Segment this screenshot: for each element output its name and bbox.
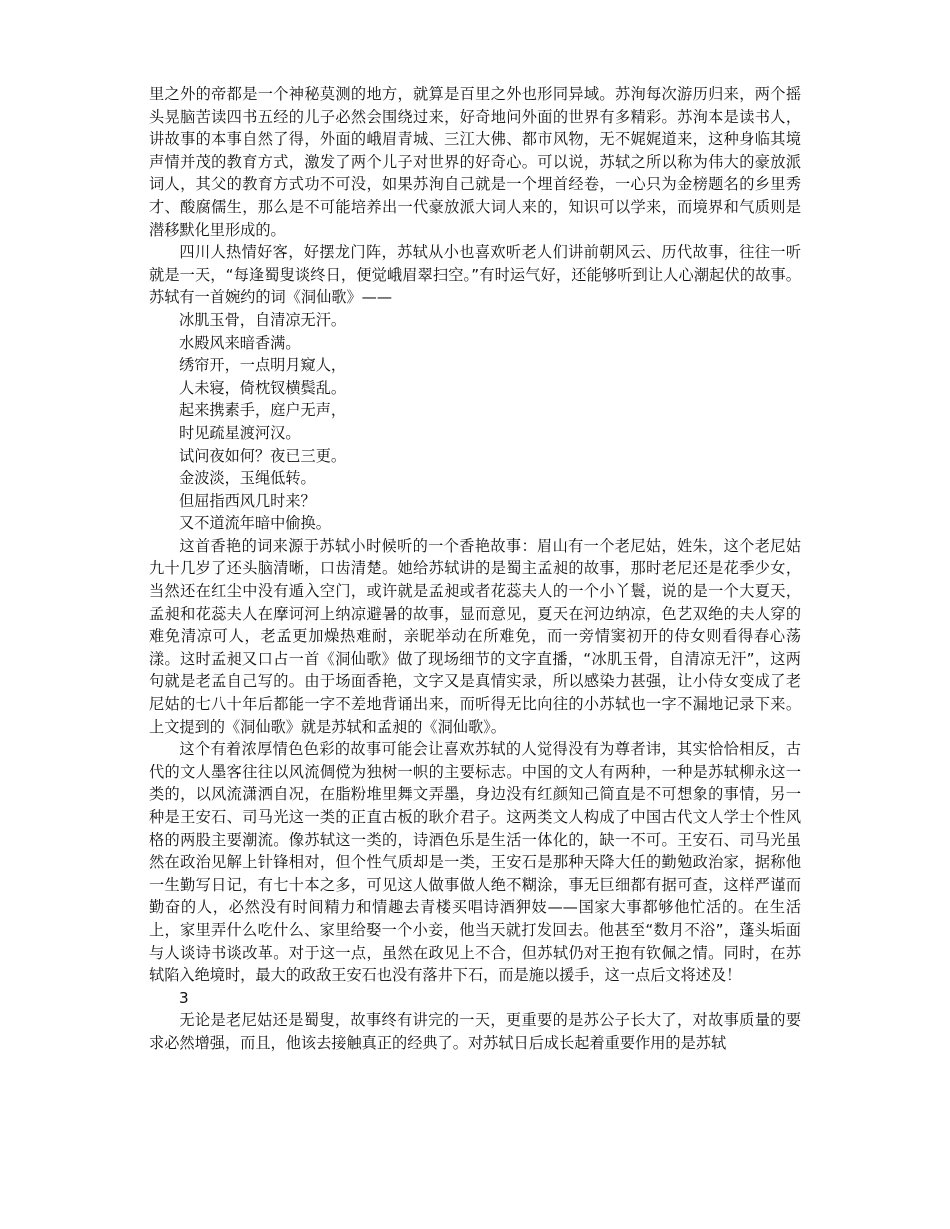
paragraph-classics: 无论是老尼姑还是蜀叟，故事终有讲完的一天，更重要的是苏公子长大了，对故事质量的要求必然增强，而且，他该去接触真正的经典了。对苏轼日后成长起着重要作用的是苏轼 — [149, 1011, 801, 1052]
section-number: 3 — [179, 988, 189, 1007]
paragraph-two-literati: 这个有着浓厚情色色彩的故事可能会让喜欢苏轼的人觉得没有为尊者讳，其实恰恰相反，古代的文人墨客往往以风流倜傥为独树一帜的主要标志。中国的文人有两种，一种是苏轼柳永这一类的，以风流潇洒自况，在脂粉堆里舞文弄墨，身边没有红颜知己简直是不可想象的事情，另一种是王安石、司马光这一类的正直古板的耿介君子。这两类文人构成了中国古代文人学士个性风格的两股主要潮流。像苏轼这一类的，诗酒色乐是生活一体化的，缺一不可。王安石、司马光虽然在政治见解上针锋相对，但个性气质却是一类，王安石是那种天降大任的勤勉政治家，据称他一生勤写日记，有七十本之多，可见这人做事做人绝不糊涂，事无巨细都有据可查，这样严谨而勤奋的人，必然没有时间精力和情趣去青楼买唱诗酒狎妓——国家大事都够他忙活的。在生活上，家里弄什么吃什么、家里给娶一个小妾，他当天就打发回去。他甚至“数月不浴”，蓬头垢面与人谈诗书谈改革。对于这一点，虽然在政见上不合，但苏轼仍对王抱有钦佩之情。同时，在苏轼陷入绝境时，最大的政敌王安石也没有落井下石，而是施以援手，这一点后文将述及！ — [149, 740, 801, 985]
poem-line: 绣帘开，一点明月窥人， — [179, 356, 347, 375]
poem-line: 金波淡，玉绳低转。 — [179, 469, 316, 488]
paragraph-nun-story: 这首香艳的词来源于苏轼小时候听的一个香艳故事：眉山有一个老尼姑，姓朱，这个老尼姑九十几岁了还头脑清晰，口齿清楚。她给苏轼讲的是蜀主孟昶的故事，那时老尼还是花季少女，当然还在红尘中没有遁入空门，或许就是孟昶或者花蕊夫人的一个小丫鬟，说的是一个大夏天，孟昶和花蕊夫人在摩诃河上纳凉避暑的故事，显而意见，夏天在河边纳凉，色艺双绝的夫人穿的难免清凉可人，老孟更加燥热难耐，亲昵举动在所难免，而一旁情窦初开的侍女则看得春心荡漾。这时孟昶又口占一首《洞仙歌》做了现场细节的文字直播，“冰肌玉骨，自清凉无汗”，这两句就是老孟自己写的。由于场面香艳，文字又是真情实录，所以感染力甚强，让小侍女变成了老尼姑的七八十年后都能一字不差地背诵出来，而听得无比向往的小苏轼也一字不漏地记录下来。上文提到的《洞仙歌》就是苏轼和孟昶的《洞仙歌》。 — [149, 536, 801, 736]
paragraph-storytelling: 四川人热情好客，好摆龙门阵，苏轼从小也喜欢听老人们讲前朝风云、历代故事，往往一听就是一天，“每逢蜀叟谈终日，便觉峨眉翠扫空。”有时运气好，还能够听到让人心潮起伏的故事。苏轼有一首婉约的词《洞仙歌》—— — [149, 243, 801, 307]
poem-line: 冰肌玉骨，自清凉无汗。 — [179, 310, 347, 329]
poem-line: 时见疏星渡河汉。 — [179, 423, 301, 442]
poem-line: 试问夜如何？夜已三更。 — [179, 446, 347, 465]
paragraph-education: 里之外的帝都是一个神秘莫测的地方，就算是百里之外也形同异域。苏洵每次游历归来，两个摇头晃脑苦读四书五经的儿子必然会围绕过来，好奇地问外面的世界有多精彩。苏洵本是读书人，讲故事的本事自然了得，外面的峨眉青城、三江大佛、都市风物，无不娓娓道来，这种身临其境声情并茂的教育方式，激发了两个儿子对世界的好奇心。可以说，苏轼之所以称为伟大的豪放派词人，其父的教育方式功不可没，如果苏洵自己就是一个埋首经卷，一心只为金榜题名的乡里秀才、酸腐儒生，那么是不可能培养出一代豪放派大词人来的，知识可以学来，而境界和气质则是潜移默化里形成的。 — [149, 85, 801, 239]
poem-dongxiange — [149, 309, 801, 535]
poem-line: 又不道流年暗中偷换。 — [179, 514, 331, 533]
document-page — [149, 83, 801, 1055]
poem-line: 人未寝，倚枕钗横鬓乱。 — [179, 378, 347, 397]
poem-line: 但屈指西风几时来？ — [179, 491, 316, 510]
poem-line: 起来携素手，庭户无声， — [179, 401, 347, 420]
poem-line: 水殿风来暗香满。 — [179, 333, 301, 352]
